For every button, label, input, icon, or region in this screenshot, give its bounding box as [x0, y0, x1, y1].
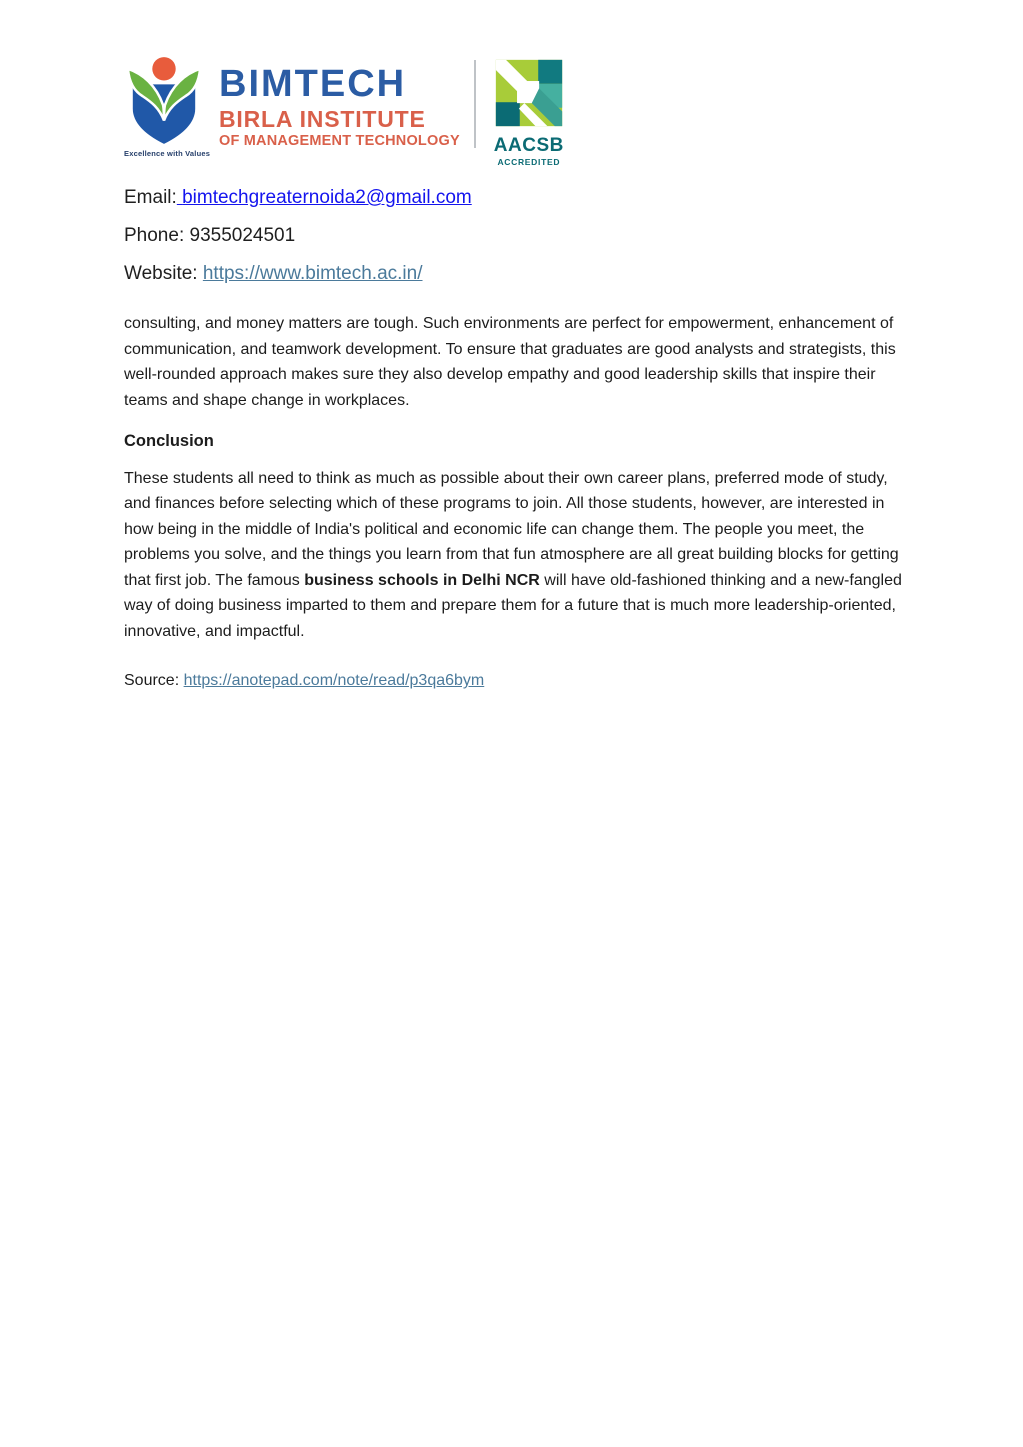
- shield-leaf-sun-icon: [125, 56, 203, 146]
- website-link[interactable]: https://www.bimtech.ac.in/: [202, 263, 423, 284]
- email-link[interactable]: [177, 187, 472, 208]
- contact-info: [124, 186, 923, 285]
- aacsb-name: AACSB: [493, 135, 564, 156]
- aacsb-accredited-icon: [494, 58, 564, 128]
- email-address[interactable]: bimtechgreaternoida2@gmail.com: [182, 187, 472, 208]
- email-label: Email:: [124, 187, 177, 208]
- aacsb-badge: [490, 56, 568, 167]
- conclusion-text-1: These students all need to think as much as possible about their own career plans, preferred mode of study, and finances before selecting which of these programs to join. All those students, however, are interested in how being in the middle of India's political and economic life can change them. The people you meet, the problems you solve, and the things you learn from that fun atmosphere are all great building blocks for getting that first job. The famous: [124, 469, 899, 589]
- source-label: Source:: [124, 672, 180, 690]
- phone-number: 9355024501: [189, 225, 296, 246]
- conclusion-text-2: will have old-fashioned thinking and a new-fangled way of doing business imparted to them and prepare them for a future that is much more leadership-oriented, innovative, and impactful.: [124, 571, 902, 640]
- intro-paragraph: consulting, and money matters are tough. Such environments are perfect for empowerment, enhancement of communication, and teamwork development. To ensure that graduates are good analysts and strategists, this well-rounded approach makes sure they also develop empathy and good leadership skills that inspire their teams and shape change in workplaces.: [124, 315, 896, 409]
- logo-wordmark: [219, 56, 460, 151]
- aacsb-accredited-label: ACCREDITED: [497, 157, 561, 167]
- logo-tagline: Excellence with Values: [124, 149, 211, 158]
- bold-keyphrase: business schools in Delhi NCR: [304, 571, 540, 589]
- bimtech-shield-icon: [124, 56, 211, 158]
- logo-divider: [474, 60, 476, 148]
- website-label: Website:: [124, 263, 198, 284]
- website-line: [124, 262, 923, 285]
- phone-label: Phone:: [124, 225, 185, 246]
- institute-name: BIRLA INSTITUTE: [219, 106, 426, 132]
- document-content: [0, 0, 1023, 694]
- institute-subtitle: OF MANAGEMENT TECHNOLOGY: [219, 133, 460, 150]
- conclusion-paragraph: [124, 466, 918, 645]
- source-link[interactable]: https://anotepad.com/note/read/p3qa6bym: [183, 672, 485, 690]
- bimtech-logo: [124, 56, 923, 167]
- conclusion-heading: Conclusion: [124, 432, 214, 450]
- brand-name: BIMTECH: [219, 63, 407, 105]
- email-line: [124, 186, 923, 209]
- article-body: [124, 311, 918, 694]
- source-line: [124, 668, 918, 694]
- phone-line: [124, 224, 923, 247]
